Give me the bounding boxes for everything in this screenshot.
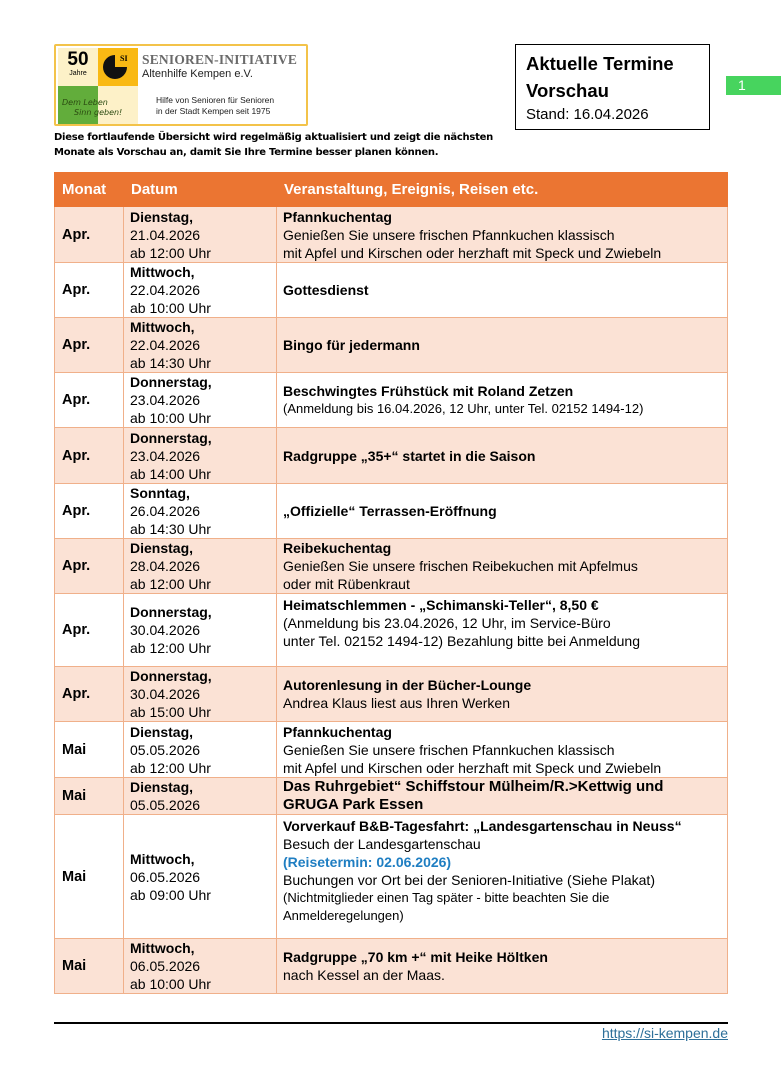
website-link[interactable]: https://si-kempen.de: [601, 1025, 728, 1041]
row-event-title-suffix: Besuch der Landesgartenschau: [283, 836, 481, 852]
row-event-title: Pfannkuchentag: [283, 723, 392, 740]
header-date: Datum: [124, 173, 277, 207]
stand-date: Stand: 16.04.2026: [526, 106, 649, 123]
row-weekday: Mittwoch,: [130, 319, 195, 335]
logo-org-name: SENIOREN-INITIATIVE: [142, 52, 298, 67]
row-event: [277, 373, 728, 428]
title-box: [515, 44, 710, 130]
row-time: ab 10:00 Uhr: [130, 300, 211, 316]
row-weekday: Donnerstag,: [130, 429, 212, 446]
row-date: [124, 722, 277, 778]
row-event-desc: Genießen Sie unsere frischen Pfannkuchen klassisch: [283, 741, 615, 758]
row-event-title: Reibekuchentag: [283, 540, 392, 556]
row-time: ab 10:00 Uhr: [130, 976, 211, 992]
row-month: Mai: [55, 722, 124, 778]
table-row: [55, 594, 728, 667]
row-event: [277, 667, 728, 722]
row-event: [277, 428, 728, 484]
table-row: [55, 778, 728, 815]
row-weekday: Dienstag,: [130, 779, 194, 795]
logo-anniversary-label: Jahre: [69, 70, 87, 77]
title-line1: Aktuelle Termine: [526, 53, 674, 74]
row-date: [124, 539, 277, 594]
row-month: Mai: [55, 815, 124, 939]
organization-logo: [54, 44, 308, 126]
row-date: [124, 594, 277, 667]
page-number-badge: 1: [726, 76, 781, 95]
row-event: [277, 318, 728, 373]
row-event-title: Radgruppe „35+“ startet in die Saison: [283, 447, 536, 464]
row-time: ab 09:00 Uhr: [130, 886, 211, 903]
row-month: Apr.: [55, 207, 124, 263]
row-event-title: Bingo für jedermann: [283, 337, 420, 353]
row-time: ab 12:00 Uhr: [130, 244, 211, 261]
table-row: [55, 667, 728, 722]
logo-mark: SI: [120, 54, 128, 63]
intro-text: [54, 130, 514, 160]
header-event: Veranstaltung, Ereignis, Reisen etc.: [277, 173, 728, 207]
row-month: Apr.: [55, 428, 124, 484]
row-date: [124, 428, 277, 484]
table-row: [55, 939, 728, 994]
row-event-desc: Andrea Klaus liest aus Ihren Werken: [283, 695, 510, 711]
row-event-desc: Genießen Sie unsere frischen Pfannkuchen klassisch: [283, 226, 615, 243]
row-date-value: 21.04.2026: [130, 226, 201, 243]
row-date-value: 05.05.2026: [130, 741, 201, 758]
row-date-value: 05.05.2026: [130, 797, 201, 813]
row-event: [277, 594, 728, 667]
row-event-title: „Offizielle“ Terrassen-Eröffnung: [283, 503, 497, 519]
row-date: [124, 207, 277, 263]
intro-line2: Monate als Vorschau an, damit Sie Ihre Termine besser planen können.: [54, 147, 439, 158]
row-time: ab 12:00 Uhr: [130, 759, 211, 776]
logo-tagline-line2: in der Stadt Kempen seit 1975: [156, 106, 271, 116]
row-event-desc2: oder mit Rübenkraut: [283, 576, 410, 592]
row-date-value: 23.04.2026: [130, 392, 201, 408]
row-date: [124, 778, 277, 815]
intro-line1: Diese fortlaufende Übersicht wird regelmäßig aktualisiert und zeigt die nächsten: [54, 132, 494, 143]
row-date: [124, 939, 277, 994]
row-month: Apr.: [55, 539, 124, 594]
row-weekday: Dienstag,: [130, 208, 194, 225]
row-date-value: 22.04.2026: [130, 337, 201, 353]
row-weekday: Dienstag,: [130, 540, 194, 556]
row-date: [124, 263, 277, 318]
row-time: ab 10:00 Uhr: [130, 410, 211, 426]
row-weekday: Sonntag,: [130, 485, 190, 501]
row-date-value: 06.05.2026: [130, 958, 201, 974]
row-date: [124, 484, 277, 539]
events-table: [54, 172, 728, 994]
table-row: [55, 263, 728, 318]
row-weekday: Mittwoch,: [130, 850, 195, 867]
row-time: ab 14:00 Uhr: [130, 465, 211, 482]
row-event-desc2: mit Apfel und Kirschen oder herzhaft mit Speck und Zwiebeln: [283, 759, 662, 776]
logo-tagline-line1: Hilfe von Senioren für Senioren: [156, 95, 275, 105]
footer-divider: [54, 1022, 728, 1024]
row-event-title: Vorverkauf B&B-Tagesfahrt: „Landesgartenschau in Neuss“: [283, 818, 682, 834]
table-row: [55, 539, 728, 594]
table-header-row: [55, 173, 728, 207]
row-event-desc: nach Kessel an der Maas.: [283, 967, 445, 983]
logo-org-subtitle: Altenhilfe Kempen e.V.: [142, 68, 253, 80]
row-month: Apr.: [55, 594, 124, 667]
row-event-title: Radgruppe „70 km +“ mit Heike Höltken: [283, 949, 548, 965]
row-event: [277, 207, 728, 263]
table-row: [55, 815, 728, 939]
logo-anniversary-number: 50: [67, 49, 89, 70]
row-date-value: 30.04.2026: [130, 686, 201, 702]
row-month: Apr.: [55, 484, 124, 539]
row-date: [124, 318, 277, 373]
row-date: [124, 815, 277, 939]
row-month: Apr.: [55, 373, 124, 428]
row-date-value: 06.05.2026: [130, 868, 201, 885]
row-month: Mai: [55, 939, 124, 994]
table-row: [55, 207, 728, 263]
title-line2: Vorschau: [526, 80, 609, 101]
row-date-value: 22.04.2026: [130, 282, 201, 298]
row-event: [277, 263, 728, 318]
row-event: [277, 815, 728, 939]
row-date: [124, 373, 277, 428]
row-event-desc: (Anmeldung bis 16.04.2026, 12 Uhr, unter Tel. 02152 1494-12): [283, 401, 644, 416]
table-row: [55, 722, 728, 778]
table-row: [55, 428, 728, 484]
row-date-value: 30.04.2026: [130, 622, 201, 638]
row-weekday: Donnerstag,: [130, 374, 212, 390]
row-event: [277, 722, 728, 778]
row-weekday: Mittwoch,: [130, 264, 195, 280]
table-row: [55, 373, 728, 428]
row-event-note: (Nichtmitglieder einen Tag später - bitte beachten Sie die Anmelderegelungen): [283, 890, 610, 923]
row-event-title: Heimatschlemmen - „Schimanski-Teller“, 8,50 €: [283, 597, 599, 613]
row-month: Apr.: [55, 263, 124, 318]
row-time: ab 14:30 Uhr: [130, 521, 211, 537]
row-weekday: Dienstag,: [130, 723, 194, 740]
row-weekday: Donnerstag,: [130, 668, 212, 684]
row-event-desc: Genießen Sie unsere frischen Reibekuchen mit Apfelmus: [283, 558, 638, 574]
row-date: [124, 667, 277, 722]
row-weekday: Donnerstag,: [130, 604, 212, 620]
row-event-desc2: mit Apfel und Kirschen oder herzhaft mit Speck und Zwiebeln: [283, 244, 662, 261]
row-event-title: Autorenlesung in der Bücher-Lounge: [283, 677, 532, 693]
row-time: ab 15:00 Uhr: [130, 704, 211, 720]
row-event-desc: (Anmeldung bis 23.04.2026, 12 Uhr, im Service-Büro: [283, 615, 611, 631]
row-event-highlight: (Reisetermin: 02.06.2026): [283, 854, 452, 870]
row-month: Mai: [55, 778, 124, 815]
row-month: Apr.: [55, 667, 124, 722]
row-time: ab 12:00 Uhr: [130, 640, 211, 656]
logo-slogan-line1: Dem Leben: [62, 98, 108, 107]
row-event: [277, 778, 728, 815]
row-event-desc: Buchungen vor Ort bei der Senioren-Initiative (Siehe Plakat): [283, 872, 655, 888]
table-row: [55, 484, 728, 539]
row-date-value: 28.04.2026: [130, 558, 201, 574]
row-event: [277, 484, 728, 539]
row-event-title: Pfannkuchentag: [283, 208, 392, 225]
row-event-title: Beschwingtes Frühstück mit Roland Zetzen: [283, 383, 574, 399]
row-event-desc2: unter Tel. 02152 1494-12) Bezahlung bitte bei Anmeldung: [283, 633, 641, 649]
row-time: ab 14:30 Uhr: [130, 355, 211, 371]
row-date-value: 26.04.2026: [130, 503, 201, 519]
row-event-title: Das Ruhrgebiet“ Schiffstour Mülheim/R.>Kettwig und GRUGA Park Essen: [283, 778, 664, 813]
row-event: [277, 539, 728, 594]
logo-slogan-line2: Sinn geben!: [74, 108, 123, 117]
table-row: [55, 318, 728, 373]
header-month: Monat: [55, 173, 124, 207]
row-weekday: Mittwoch,: [130, 940, 195, 956]
row-date-value: 23.04.2026: [130, 447, 201, 464]
row-event-title: Gottesdienst: [283, 282, 369, 298]
row-event: [277, 939, 728, 994]
row-time: ab 12:00 Uhr: [130, 576, 211, 592]
row-month: Apr.: [55, 318, 124, 373]
